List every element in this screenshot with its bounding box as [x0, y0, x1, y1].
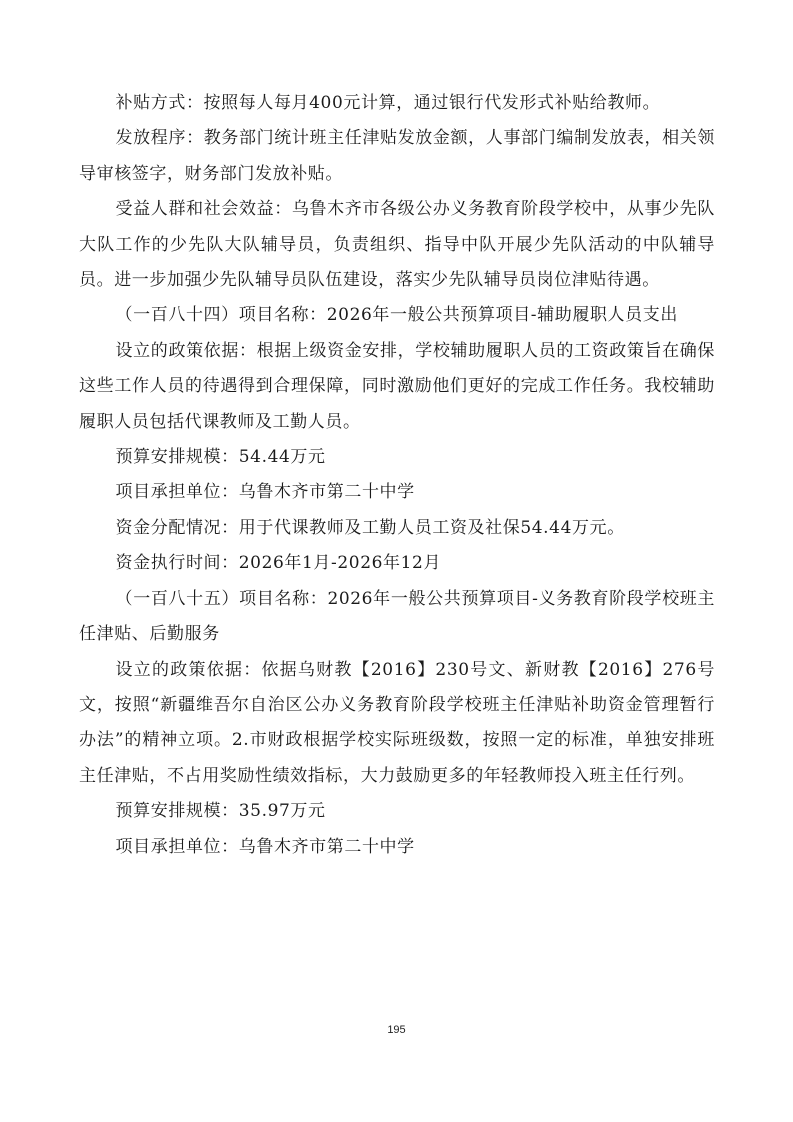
heading-project-184: （一百八十四）项目名称：2026年一般公共预算项目-辅助履职人员支出 [115, 305, 678, 326]
paragraph-budget-scale-184: 预算安排规模：54.44万元 [115, 447, 326, 468]
paragraph-responsible-unit-185: 项目承担单位：乌鲁木齐市第二十中学 [115, 836, 415, 857]
paragraph-budget-scale-185: 预算安排规模：35.97万元 [115, 801, 326, 822]
paragraph-responsible-unit-184: 项目承担单位：乌鲁木齐市第二十中学 [115, 482, 415, 503]
paragraph-subsidy-method: 补贴方式：按照每人每月400元计算，通过银行代发形式补贴给教师。 [115, 93, 661, 113]
paragraph-policy-basis-184: 设立的政策依据：根据上级资金安排，学校辅助履职人员的工资政策旨在确保这些工作人员的待遇得到合理保障，同时激励他们更好的完成工作任务。我校辅助履职人员包括代课教师及工勤人员。 [79, 340, 715, 432]
paragraph-beneficiaries: 受益人群和社会效益：乌鲁木齐市各级公办义务教育阶段学校中，从事少先队大队工作的少先队大队辅导员，负责组织、指导中队开展少先队活动的中队辅导员。进一步加强少先队辅导员队伍建设，落实少先队辅导员岗位津贴待遇。 [79, 199, 715, 291]
paragraph-fund-allocation-184: 资金分配情况：用于代课教师及工勤人员工资及社保54.44万元。 [115, 517, 625, 538]
paragraph-distribution-procedure: 发放程序：教务部门统计班主任津贴发放金额，人事部门编制发放表，相关领导审核签字，财务部门发放补贴。 [79, 128, 715, 184]
heading-project-185: （一百八十五）项目名称：2026年一般公共预算项目-义务教育阶段学校班主任津贴、后勤服务 [79, 588, 715, 645]
document-body [79, 86, 715, 865]
paragraph-execution-time-184: 资金执行时间：2026年1月-2026年12月 [115, 553, 442, 574]
paragraph-policy-basis-185: 设立的政策依据：依据乌财教【2016】230号文、新财教【2016】276号文，按照“新疆维吾尔自治区公办义务教育阶段学校班主任津贴补助资金管理暂行办法”的精神立项。2.市财政根据学校实际班级数，按照一定的标准，单独安排班主任津贴，不占用奖励性绩效指标，大力鼓励更多的年轻教师投入班主任行列。 [79, 659, 715, 786]
page-number: 195 [387, 1024, 406, 1036]
